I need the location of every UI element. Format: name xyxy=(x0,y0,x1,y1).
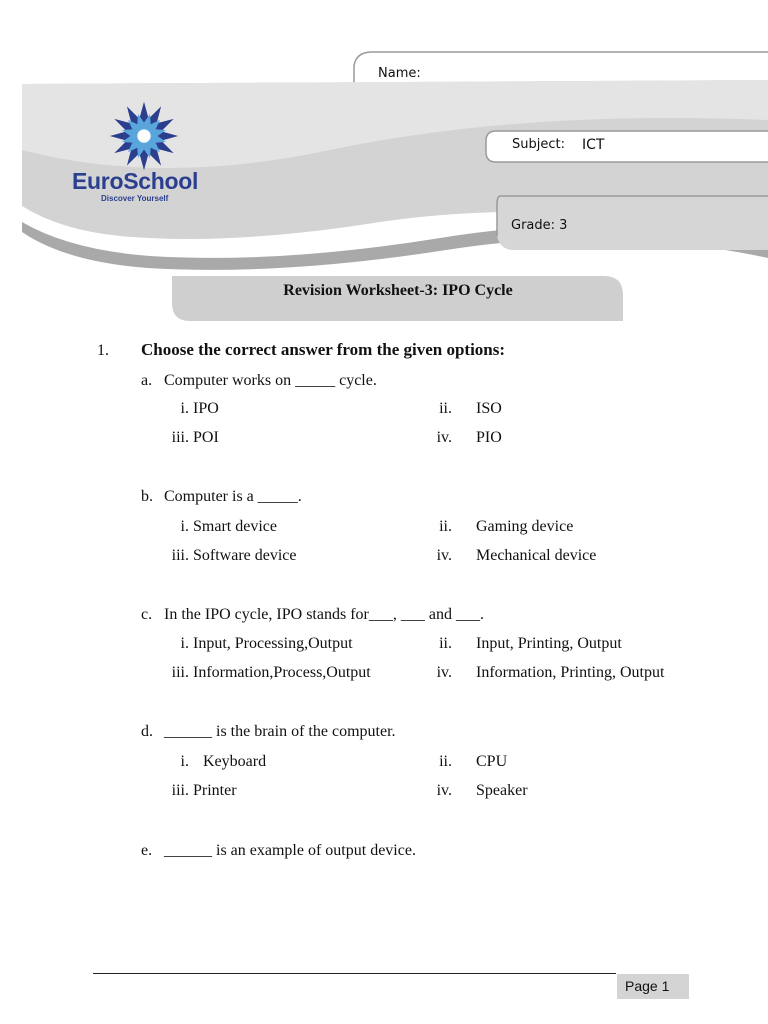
option-number: iii. xyxy=(171,664,189,681)
item-letter: a. xyxy=(141,372,153,389)
subject-label: Subject: xyxy=(512,137,565,152)
option-text: Information, Printing, Output xyxy=(476,664,665,681)
option-text: Input, Printing, Output xyxy=(476,635,622,652)
option-text: Speaker xyxy=(476,782,528,799)
option-text: Gaming device xyxy=(476,518,574,535)
option-text: ISO xyxy=(476,400,502,417)
option-number: iii. xyxy=(171,547,189,564)
option-text: IPO xyxy=(193,400,219,417)
item-letter: e. xyxy=(141,842,153,859)
option-text: POI xyxy=(193,429,219,446)
option-text: Smart device xyxy=(193,518,277,535)
name-label: Name: xyxy=(378,66,421,81)
option-text: PIO xyxy=(476,429,502,446)
option-number: ii. xyxy=(439,635,452,652)
page-number: Page 1 xyxy=(617,974,689,999)
worksheet-title: Revision Worksheet-3: IPO Cycle xyxy=(283,282,513,299)
grade-label: Grade: 3 xyxy=(511,218,568,233)
item-question: ______ is the brain of the computer. xyxy=(164,723,396,740)
euroschool-logo xyxy=(72,98,217,208)
item-question: ______ is an example of output device. xyxy=(164,842,416,859)
option-number: i. xyxy=(180,400,189,417)
footer-divider xyxy=(93,973,616,974)
option-text: Information,Process,Output xyxy=(193,664,371,681)
question-instruction: Choose the correct answer from the given options: xyxy=(141,340,506,359)
brand-name: EuroSchool xyxy=(72,168,199,194)
option-number: i. xyxy=(180,635,189,652)
brand-tagline: Discover Yourself xyxy=(101,194,169,203)
item-letter: c. xyxy=(141,606,153,623)
option-text: Printer xyxy=(193,782,237,799)
option-text: Software device xyxy=(193,547,297,564)
option-number: iv. xyxy=(436,429,452,446)
question-number: 1. xyxy=(97,342,109,359)
option-number: iv. xyxy=(436,664,452,681)
item-question: Computer works on _____ cycle. xyxy=(164,372,377,389)
item-letter: b. xyxy=(141,488,153,505)
option-number: ii. xyxy=(439,753,452,770)
option-text: Input, Processing,Output xyxy=(193,635,353,652)
option-number: iv. xyxy=(436,547,452,564)
star-burst-logo-icon xyxy=(106,98,182,174)
item-letter: d. xyxy=(141,723,153,740)
option-number: ii. xyxy=(439,518,452,535)
option-number: iii. xyxy=(171,429,189,446)
option-number: iii. xyxy=(171,782,189,799)
subject-value[interactable]: ICT xyxy=(582,137,605,153)
option-text: Keyboard xyxy=(203,753,267,770)
option-number: ii. xyxy=(439,400,452,417)
option-number: i. xyxy=(180,753,189,770)
option-text: CPU xyxy=(476,753,508,770)
item-question: Computer is a _____. xyxy=(164,488,302,505)
option-number: i. xyxy=(180,518,189,535)
option-text: Mechanical device xyxy=(476,547,597,564)
item-question: In the IPO cycle, IPO stands for___, ___ and ___. xyxy=(164,606,484,623)
option-number: iv. xyxy=(436,782,452,799)
